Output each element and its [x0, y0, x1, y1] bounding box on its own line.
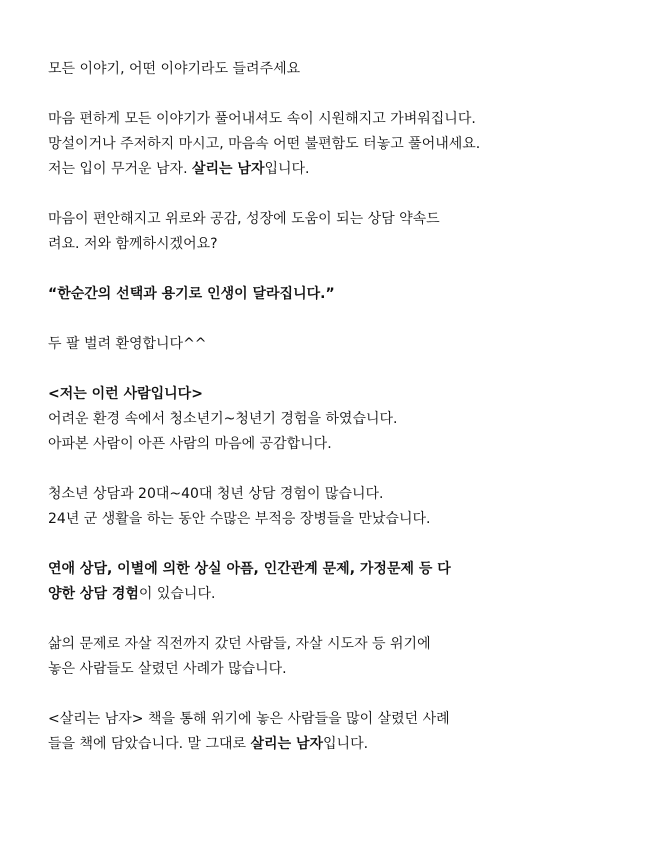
text-line: 청소년 상담과 20대~40대 청년 상담 경험이 많습니다. — [48, 486, 384, 502]
paragraph-promise — [48, 207, 608, 257]
text-line — [48, 157, 608, 182]
quote-line: “한순간의 선택과 용기로 인생이 달라집니다.” — [48, 286, 335, 302]
paragraph-counseling-areas — [48, 557, 608, 607]
section-heading: <저는 이런 사람입니다> — [48, 386, 203, 402]
text-line: 놓은 사람들도 살렸던 사례가 많습니다. — [48, 661, 287, 677]
text-line — [48, 582, 608, 607]
text-span: 들을 책에 담았습니다. 말 그대로 — [48, 736, 251, 752]
paragraph-welcome — [48, 332, 608, 357]
paragraph-crisis — [48, 632, 608, 682]
text-line: 망설이거나 주저하지 마시고, 마음속 어떤 불편함도 터놓고 풀어내세요. — [48, 136, 481, 152]
text-line: 려요. 저와 함께하시겠어요? — [48, 236, 218, 252]
bold-text-span: 양한 상담 경험 — [48, 586, 139, 602]
text-span: 입니다. — [264, 161, 310, 177]
paragraph-intro — [48, 57, 608, 82]
text-line — [48, 732, 608, 757]
paragraph-quote — [48, 282, 608, 307]
paragraph-experience — [48, 482, 608, 532]
text-span: 이 있습니다. — [138, 586, 216, 602]
text-line: 24년 군 생활을 하는 동안 수많은 부적응 장병들을 만났습니다. — [48, 511, 431, 527]
paragraph-comfort — [48, 107, 608, 182]
bold-text-line: 연애 상담, 이별에 의한 상실 아픔, 인간관계 문제, 가정문제 등 다 — [48, 561, 451, 577]
document-body — [48, 57, 608, 782]
text-span: 저는 입이 무거운 남자. — [48, 161, 192, 177]
text-line: 모든 이야기, 어떤 이야기라도 들려주세요 — [48, 61, 301, 77]
text-span: 입니다. — [323, 736, 369, 752]
text-line: 두 팔 벌려 환영합니다^^ — [48, 336, 207, 352]
paragraph-book — [48, 707, 608, 757]
paragraph-about — [48, 382, 608, 457]
text-line: <살리는 남자> 책을 통해 위기에 놓은 사람들을 많이 살렸던 사례 — [48, 711, 450, 727]
bold-text-span: 살리는 남자 — [250, 736, 324, 752]
text-line: 삶의 문제로 자살 직전까지 갔던 사람들, 자살 시도자 등 위기에 — [48, 636, 431, 652]
bold-text-span: 살리는 남자 — [191, 161, 265, 177]
text-line: 마음이 편안해지고 위로와 공감, 성장에 도움이 되는 상담 약속드 — [48, 211, 440, 227]
text-line: 마음 편하게 모든 이야기가 풀어내셔도 속이 시원해지고 가벼워집니다. — [48, 111, 476, 127]
text-line: 어려운 환경 속에서 청소년기~청년기 경험을 하였습니다. — [48, 411, 398, 427]
text-line: 아파본 사람이 아픈 사람의 마음에 공감합니다. — [48, 436, 332, 452]
